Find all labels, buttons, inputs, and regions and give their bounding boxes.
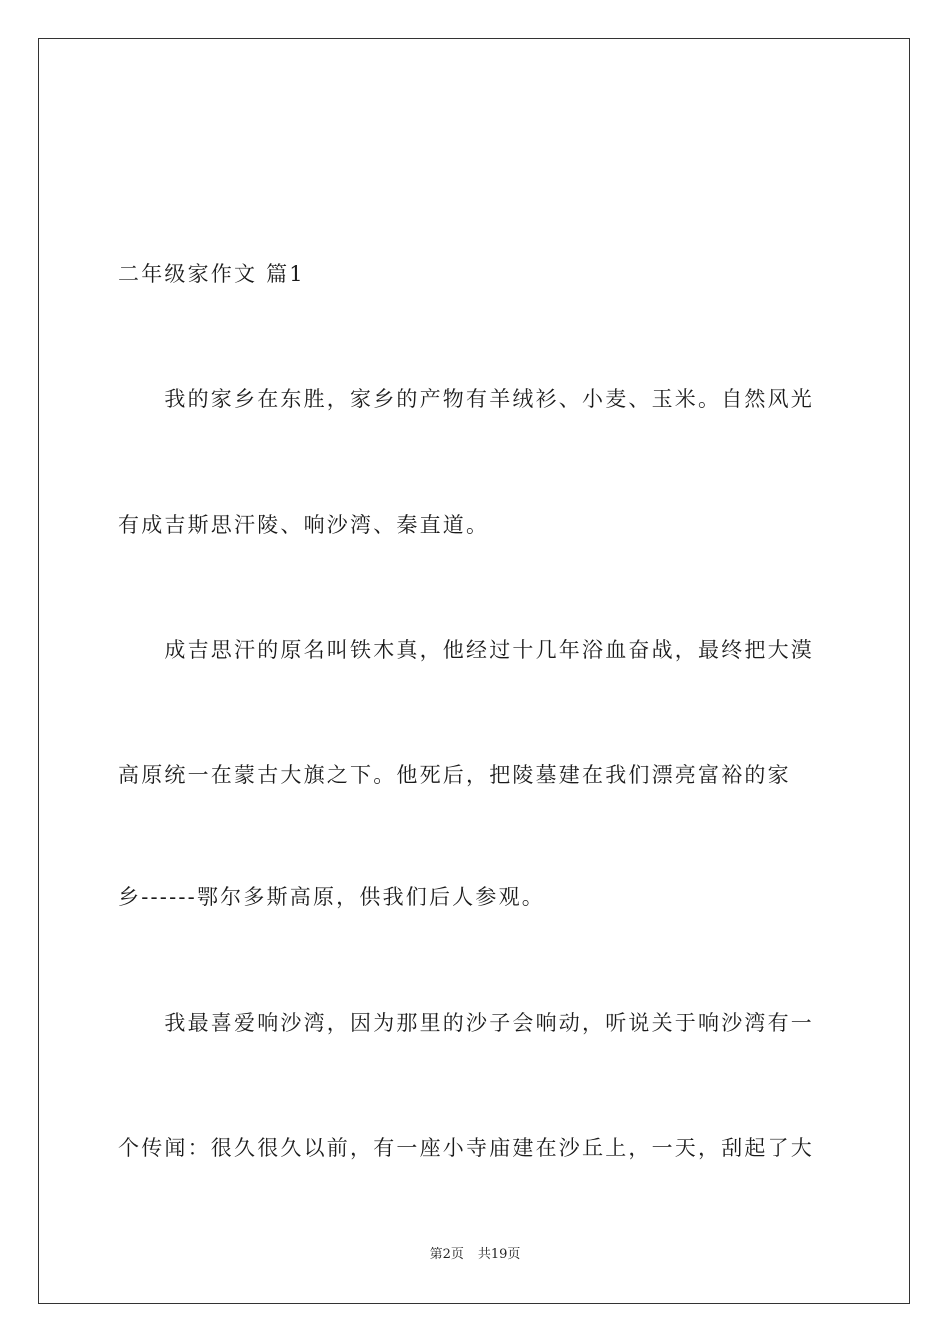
paragraph-line: 成吉思汗的原名叫铁木真，他经过十几年浴血奋战，最终把大漠 [118,638,814,662]
page-border [38,38,910,1304]
paragraph-line: 个传闻：很久很久以前，有一座小寺庙建在沙丘上，一天，刮起了大 [118,1136,814,1160]
paragraph-line: 高原统一在蒙古大旗之下。他死后，把陵墓建在我们漂亮富裕的家 [118,763,791,787]
page-total: 共19页 [477,1247,521,1262]
paragraph-line: 我最喜爱响沙湾，因为那里的沙子会响动，听说关于响沙湾有一 [118,1011,814,1035]
page-number: 第2页 [429,1247,464,1262]
paragraph-line: 有成吉斯思汗陵、响沙湾、秦直道。 [118,513,490,537]
document-heading: 二年级家作文 篇1 [118,262,305,286]
paragraph-line: 乡------鄂尔多斯高原，供我们后人参观。 [118,885,545,909]
page-footer [0,1246,950,1264]
paragraph-line: 我的家乡在东胜，家乡的产物有羊绒衫、小麦、玉米。自然风光 [118,387,814,411]
